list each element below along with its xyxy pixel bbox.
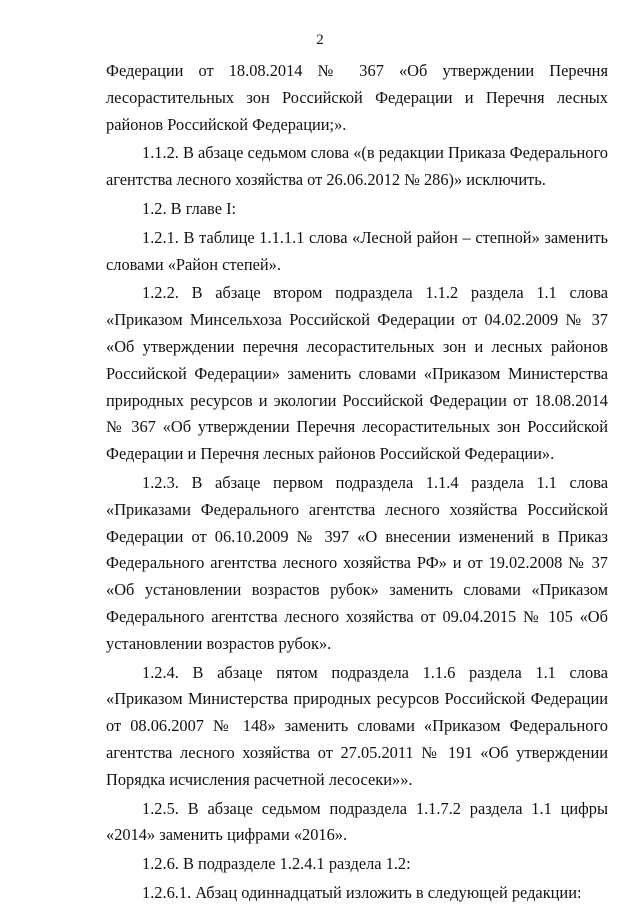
paragraph-1-2-3: 1.2.3. В абзаце первом подраздела 1.1.4 раздела 1.1 слова «Приказами Федерального агентства лесного хозяйства Российской Федерации от 06.10.2009 № 397 «О внесении изменений в Приказ Федерального агентства лесного хозяйства РФ» и от 19.02.2008 № 37 «Об установлении возрастов рубок» заменить словами «Приказом Федерального агентства лесного хозяйства от 09.04.2015 № 105 «Об установлении возрастов рубок». (106, 472, 608, 653)
paragraph-1-2-6-1: 1.2.6.1. Абзац одиннадцатый изложить в следующей редакции: (142, 882, 582, 902)
page-number: 2 (316, 32, 324, 48)
paragraph-1-2-1: 1.2.1. В таблице 1.1.1.1 слова «Лесной район – степной» заменить словами «Район степей». (106, 227, 608, 274)
paragraph-1-2-5: 1.2.5. В абзаце седьмом подраздела 1.1.7.2 раздела 1.1 цифры «2014» заменить цифрами «2016». (106, 798, 608, 845)
paragraph-1-1-2: 1.1.2. В абзаце седьмом слова «(в редакции Приказа Федерального агентства лесного хозяйства от 26.06.2012 № 286)» исключить. (106, 143, 608, 190)
paragraph-1-2: 1.2. В главе I: (142, 198, 237, 218)
paragraph-1-2-2: 1.2.2. В абзаце втором подраздела 1.1.2 раздела 1.1 слова «Приказом Минсельхоза Российской Федерации от 04.02.2009 № 37 «Об утверждении перечня лесорастительных зон и лесных районов Российской Федерации» заменить словами «Приказом Министерства природных ресурсов и экологии Российской Федерации от 18.08.2014 № 367 «Об утверждении Перечня лесорастительных зон Российской Федерации и Перечня лесных районов Российской Федерации». (106, 283, 608, 464)
document-body (106, 58, 608, 907)
paragraph-1-2-4: 1.2.4. В абзаце пятом подраздела 1.1.6 раздела 1.1 слова «Приказом Министерства природных ресурсов Российской Федерации от 08.06.2007 № 148» заменить словами «Приказом Федерального агентства лесного хозяйства от 27.05.2011 № 191 «Об утверждении Порядка исчисления расчетной лесосеки»». (106, 662, 608, 789)
paragraph-continuation: Федерации от 18.08.2014 № 367 «Об утверждении Перечня лесорастительных зон Российской Федерации и Перечня лесных районов Российской Федерации;». (106, 61, 608, 134)
paragraph-1-2-6: 1.2.6. В подразделе 1.2.4.1 раздела 1.2: (142, 854, 411, 874)
